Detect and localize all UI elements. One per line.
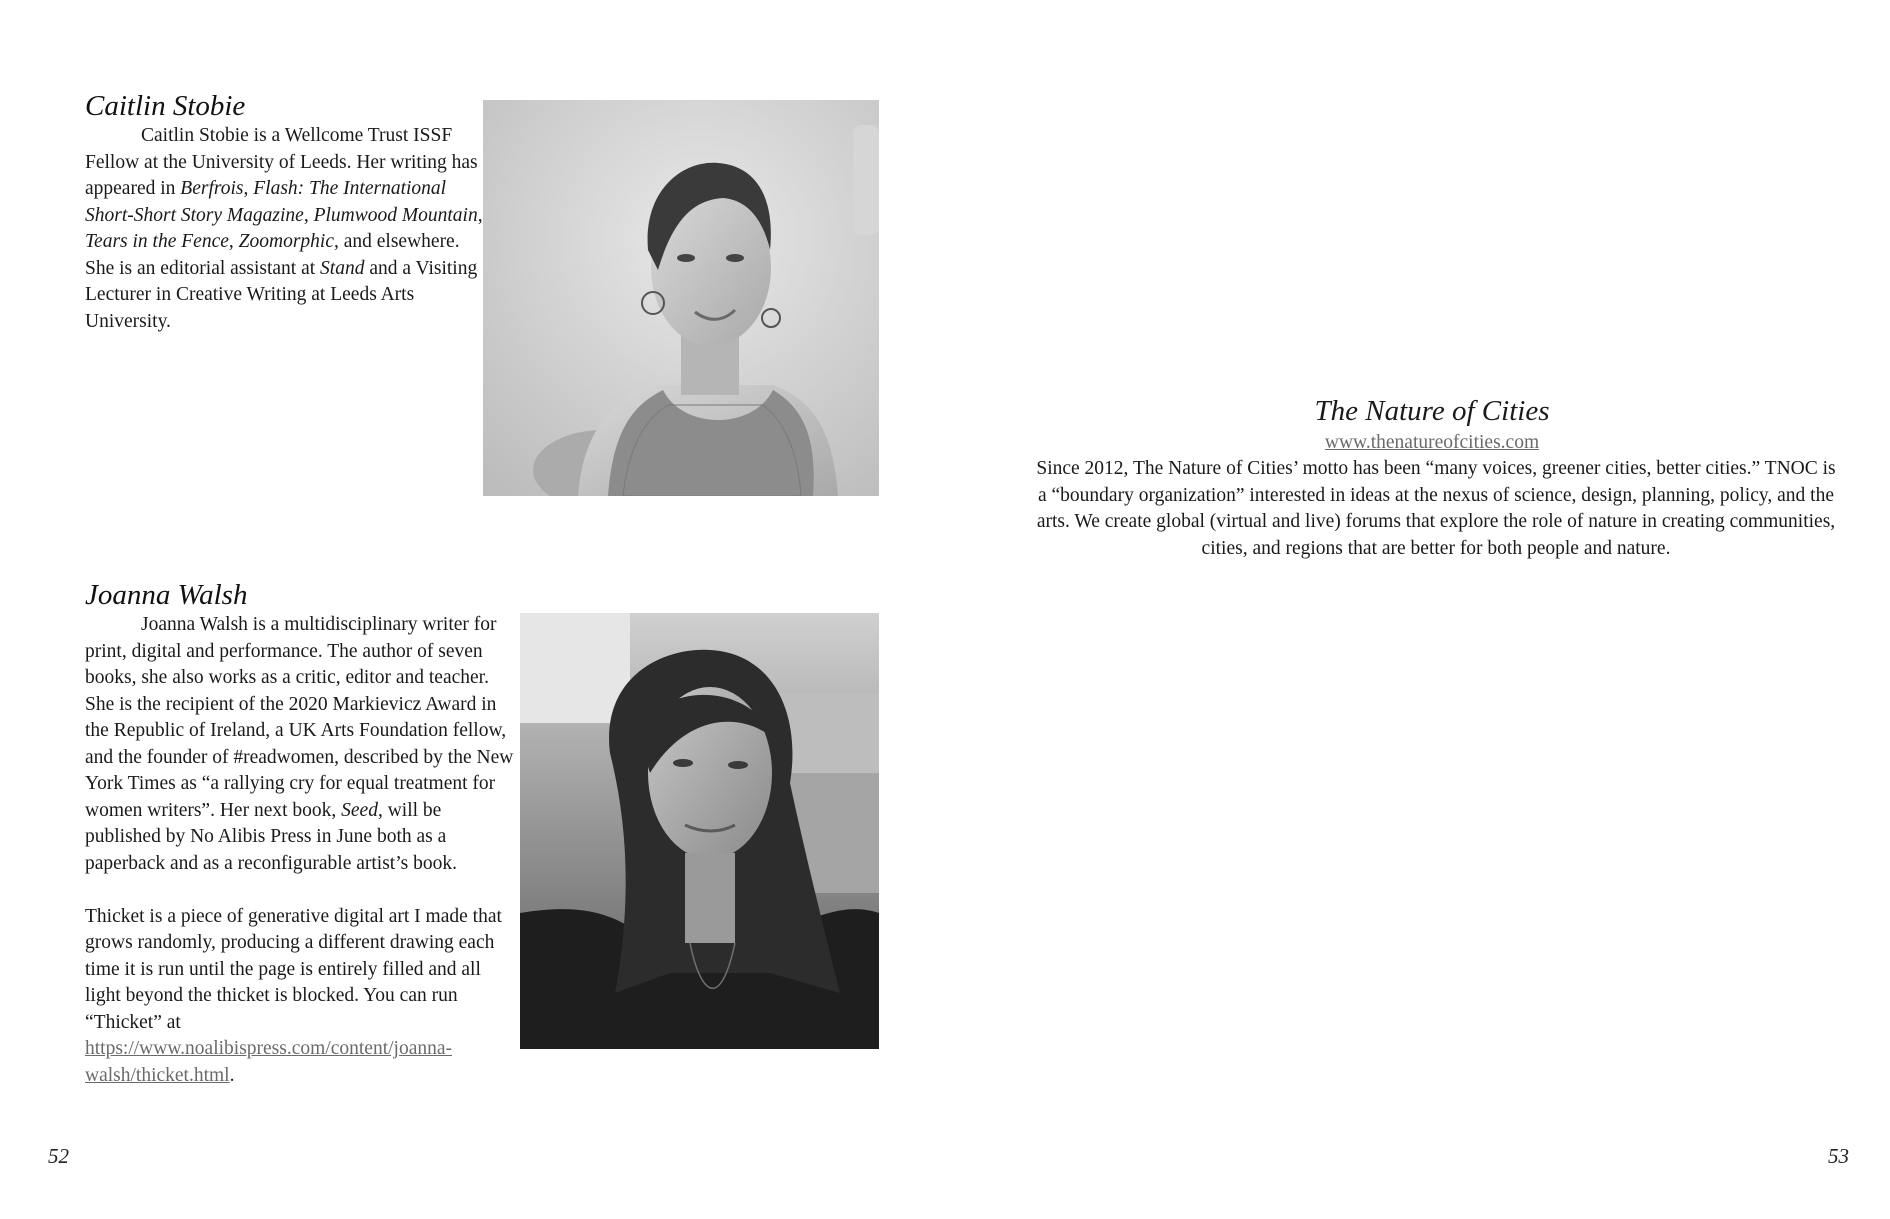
bio-text-joanna-walsh <box>85 612 521 1089</box>
org-url-link[interactable]: www.thenatureofcities.com <box>1324 432 1540 453</box>
italic-title: Flash: The International Short-Short Story Magazine <box>85 178 447 226</box>
italic-title: Seed <box>341 799 378 821</box>
text-segment: , will be published by No Alibis Press in June both as a paperback and as a reconfigurable artist’s book. <box>85 799 457 874</box>
bio-name-joanna-walsh: Joanna Walsh <box>85 579 248 611</box>
thicket-link[interactable]: https://www.noalibispress.com/content/joanna-walsh/thicket.html <box>85 1038 453 1086</box>
text-segment: , <box>243 178 254 199</box>
italic-title: Berfrois <box>180 178 244 199</box>
org-title: The Nature of Cities <box>1314 395 1550 427</box>
bio-paragraph-2-end: . <box>229 1064 235 1086</box>
text-segment: , <box>477 204 483 226</box>
bio-text-caitlin-stobie <box>85 123 485 335</box>
italic-title: Plumwood Mountain <box>313 204 478 226</box>
text-segment: Caitlin Stobie is a Wellcome Trust ISSF Fellow at the University of Leeds. Her writing has appeared in <box>85 125 478 199</box>
text-segment: and a Visiting Lecturer in Creative Writing at Leeds Arts University. <box>85 257 478 332</box>
text-segment: , and elsewhere. She is an editorial assistant at <box>85 231 460 279</box>
portrait-image <box>520 613 879 1049</box>
bio-paragraph <box>85 612 521 877</box>
italic-title: Stand <box>320 257 365 279</box>
photo-caitlin-stobie <box>483 100 879 496</box>
page-number-left: 52 <box>48 1144 69 1168</box>
portrait-image <box>483 100 879 496</box>
bio-paragraph-2 <box>85 904 521 1090</box>
italic-title: Tears in the Fence <box>85 231 229 252</box>
bio-name-caitlin-stobie: Caitlin Stobie <box>85 90 246 122</box>
bio-paragraph <box>85 123 485 335</box>
bio-paragraph-2-text: Thicket is a piece of generative digital art I made that grows randomly, producing a different drawing each time it is run until the page is entirely filled and all light beyond the thicket is blocked. You can run “Thicket” at <box>85 905 502 1033</box>
page-number-right: 53 <box>1828 1144 1849 1168</box>
text-segment: , <box>228 231 239 252</box>
text-segment: Joanna Walsh is a multidisciplinary writer for print, digital and performance. The author of seven books, she also works as a critic, editor and teacher. She is the recipient of the 2020 Markievicz Award in the Republic of Ireland, a UK Arts Foundation fellow, and the founder of #readwomen, described by the New York Times as “a rallying cry for equal treatment for women writers”. Her next book, <box>85 614 514 821</box>
italic-title: Zoomorphic <box>238 231 334 252</box>
photo-joanna-walsh <box>520 613 879 1049</box>
org-description: Since 2012, The Nature of Cities’ motto has been “many voices, greener cities, better cities.” TNOC is a “boundary organization” interested in ideas at the nexus of science, design, planning, policy, and the arts. We create global (virtual and live) forums that explore the role of nature in creating communities, cities, and regions that are better for both people and nature. <box>1036 458 1836 559</box>
text-segment: , <box>303 204 314 226</box>
